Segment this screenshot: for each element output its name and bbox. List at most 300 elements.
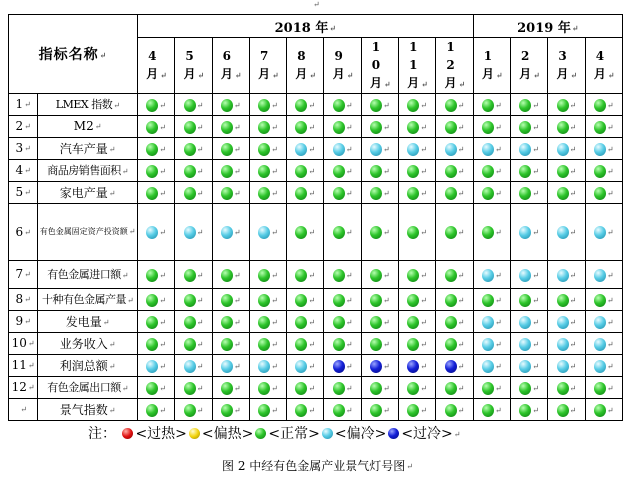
signal-cell bbox=[398, 332, 435, 354]
signal-cell bbox=[212, 203, 249, 260]
row-number bbox=[9, 203, 38, 260]
paragraph-mark: ↵ bbox=[345, 144, 353, 154]
signal-light-icon bbox=[146, 316, 158, 329]
paragraph-mark: ↵ bbox=[532, 188, 539, 198]
signal-light-icon bbox=[258, 99, 270, 112]
paragraph-mark: ↵ bbox=[102, 317, 110, 327]
paragraph-mark: ↵ bbox=[571, 23, 579, 33]
signal-light-icon bbox=[519, 165, 531, 178]
indicator-name-text: 利润总额 bbox=[59, 358, 108, 373]
row-number-text: 1 bbox=[15, 97, 24, 111]
signal-cell bbox=[510, 159, 547, 181]
signal-light-icon bbox=[221, 360, 233, 373]
signal-cell bbox=[510, 260, 547, 288]
signal-cell bbox=[287, 332, 324, 354]
indicator-name bbox=[38, 137, 138, 159]
signal-light-icon bbox=[594, 382, 606, 395]
signal-cell bbox=[361, 398, 398, 420]
signal-light-icon bbox=[557, 143, 569, 156]
signal-light-icon bbox=[333, 338, 345, 351]
year-header-text: 2019 年 bbox=[517, 20, 571, 36]
month-header-text: 12月 bbox=[444, 40, 457, 90]
signal-cell bbox=[175, 288, 212, 310]
signal-cell bbox=[436, 115, 473, 137]
signal-light-icon bbox=[258, 382, 270, 395]
signal-cell bbox=[287, 288, 324, 310]
paragraph-mark: ↵ bbox=[196, 228, 204, 237]
signal-light-icon bbox=[370, 99, 382, 112]
month-header-text: 3月 bbox=[556, 49, 569, 81]
signal-cell bbox=[249, 354, 286, 376]
paragraph-mark: ↵ bbox=[569, 122, 577, 132]
signal-cell bbox=[548, 181, 585, 203]
paragraph-mark: ↵ bbox=[121, 166, 128, 176]
month-header bbox=[585, 38, 622, 94]
signal-light-icon bbox=[184, 226, 196, 239]
paragraph-mark: ↵ bbox=[159, 383, 166, 393]
paragraph-mark: ↵ bbox=[196, 317, 204, 327]
paragraph-mark: ↵ bbox=[457, 228, 465, 237]
paragraph-mark: ↵ bbox=[108, 144, 116, 154]
indicator-name-text: 家电产量 bbox=[59, 185, 108, 200]
signal-light-icon bbox=[482, 269, 494, 282]
paragraph-mark: ↵ bbox=[233, 166, 241, 176]
signal-cell bbox=[548, 93, 585, 115]
paragraph-mark: ↵ bbox=[27, 339, 35, 348]
signal-cell bbox=[585, 137, 622, 159]
signal-light-icon bbox=[184, 99, 196, 112]
paragraph-mark: ↵ bbox=[457, 339, 465, 349]
signal-light-icon bbox=[258, 165, 270, 178]
signal-light-icon bbox=[258, 226, 270, 239]
signal-cell bbox=[473, 310, 510, 332]
signal-light-icon bbox=[594, 338, 606, 351]
paragraph-mark: ↵ bbox=[606, 228, 614, 237]
signal-cell bbox=[398, 137, 435, 159]
indicator-name-text: M2 bbox=[73, 119, 94, 133]
indicator-name-text: 商品房销售面积 bbox=[47, 164, 121, 177]
signal-light-icon bbox=[184, 316, 196, 329]
signal-cell bbox=[473, 115, 510, 137]
month-header-text: 4月 bbox=[146, 49, 159, 81]
indicator-name bbox=[38, 115, 138, 137]
signal-light-icon bbox=[146, 187, 158, 200]
signal-cell bbox=[473, 354, 510, 376]
indicator-row bbox=[9, 93, 623, 115]
signal-light-icon bbox=[333, 187, 345, 200]
paragraph-mark: ↵ bbox=[233, 100, 241, 110]
row-number bbox=[9, 181, 38, 203]
legend-label: <偏冷> bbox=[334, 426, 387, 442]
signal-light-icon bbox=[146, 294, 158, 307]
signal-light-icon bbox=[370, 404, 382, 417]
paragraph-mark: ↵ bbox=[108, 339, 116, 349]
signal-cell bbox=[324, 354, 361, 376]
signal-cell bbox=[324, 398, 361, 420]
signal-cell bbox=[398, 260, 435, 288]
signal-light-icon bbox=[482, 121, 494, 134]
paragraph-mark: ↵ bbox=[532, 228, 539, 237]
signal-cell bbox=[473, 181, 510, 203]
signal-light-icon bbox=[407, 99, 419, 112]
signal-cell bbox=[287, 137, 324, 159]
paragraph-mark: ↵ bbox=[108, 361, 116, 371]
signal-cell bbox=[585, 260, 622, 288]
row-number-text: 12 bbox=[11, 380, 27, 394]
paragraph-mark: ↵ bbox=[457, 166, 465, 176]
paragraph-mark: ↵ bbox=[24, 144, 31, 153]
paragraph-mark: ↵ bbox=[569, 270, 577, 280]
paragraph-mark: ↵ bbox=[382, 228, 390, 237]
paragraph-mark: ↵ bbox=[345, 405, 353, 415]
signal-cell bbox=[398, 398, 435, 420]
signal-light-icon bbox=[445, 316, 457, 329]
paragraph-mark: ↵ bbox=[607, 69, 615, 80]
paragraph-mark: ↵ bbox=[569, 405, 577, 415]
signal-light-icon bbox=[519, 226, 531, 239]
signal-light-icon bbox=[221, 338, 233, 351]
signal-light-icon bbox=[519, 360, 531, 373]
signal-cell bbox=[175, 398, 212, 420]
paragraph-mark: ↵ bbox=[382, 361, 390, 371]
signal-cell bbox=[212, 354, 249, 376]
paragraph-mark: ↵ bbox=[494, 144, 502, 154]
row-number-text: 7 bbox=[15, 267, 24, 281]
signal-cell bbox=[361, 376, 398, 398]
signal-cell bbox=[398, 310, 435, 332]
paragraph-mark: ↵ bbox=[457, 144, 465, 154]
signal-light-icon bbox=[184, 187, 196, 200]
paragraph-mark: ↵ bbox=[569, 144, 577, 154]
signal-light-icon bbox=[482, 187, 494, 200]
paragraph-mark: ↵ bbox=[308, 339, 316, 349]
paragraph-mark: ↵ bbox=[420, 405, 427, 415]
signal-light-icon bbox=[557, 121, 569, 134]
signal-light-icon bbox=[221, 269, 233, 282]
paragraph-mark: ↵ bbox=[345, 339, 353, 349]
signal-light-icon bbox=[258, 143, 270, 156]
paragraph-mark: ↵ bbox=[606, 122, 614, 132]
legend-label: <偏热> bbox=[201, 426, 254, 442]
signal-cell bbox=[361, 332, 398, 354]
paragraph-mark: ↵ bbox=[345, 100, 353, 110]
paragraph-mark: ↵ bbox=[532, 295, 539, 305]
signal-cell bbox=[287, 203, 324, 260]
signal-light-icon bbox=[370, 294, 382, 307]
signal-cell bbox=[249, 398, 286, 420]
signal-cell bbox=[548, 354, 585, 376]
indicator-name bbox=[38, 203, 138, 260]
figure-caption-text: 图 2 中经有色金属产业景气灯号图 bbox=[222, 459, 406, 473]
indicator-row bbox=[9, 159, 623, 181]
signal-light-icon bbox=[407, 316, 419, 329]
paragraph-mark: ↵ bbox=[24, 317, 31, 326]
paragraph-mark: ↵ bbox=[532, 361, 539, 371]
paragraph-mark: ↵ bbox=[569, 188, 577, 198]
paragraph-mark: ↵ bbox=[196, 383, 204, 393]
row-number-text: 6 bbox=[15, 224, 24, 239]
indicator-row bbox=[9, 376, 623, 398]
month-header bbox=[398, 38, 435, 94]
signal-light-icon bbox=[445, 338, 457, 351]
paragraph-mark: ↵ bbox=[159, 405, 166, 415]
signal-cell bbox=[249, 376, 286, 398]
signal-cell bbox=[287, 115, 324, 137]
row-number-text: 11 bbox=[11, 358, 27, 372]
signal-cell bbox=[510, 93, 547, 115]
paragraph-mark: ↵ bbox=[94, 122, 102, 131]
signal-light-icon bbox=[445, 121, 457, 134]
paragraph-mark: ↵ bbox=[494, 122, 502, 132]
signal-light-icon bbox=[146, 143, 158, 156]
paragraph-mark: ↵ bbox=[308, 144, 316, 154]
signal-light-icon bbox=[519, 143, 531, 156]
paragraph-mark: ↵ bbox=[24, 295, 31, 304]
signal-light-icon bbox=[295, 269, 307, 282]
paragraph-mark: ↵ bbox=[533, 69, 540, 80]
paragraph-mark: ↵ bbox=[606, 361, 614, 371]
paragraph-mark: ↵ bbox=[233, 317, 241, 327]
signal-light-icon bbox=[370, 226, 382, 239]
signal-cell bbox=[249, 332, 286, 354]
paragraph-mark: ↵ bbox=[128, 226, 136, 236]
signal-light-icon bbox=[295, 226, 307, 239]
legend-label: <过热> bbox=[135, 426, 187, 442]
indicator-row bbox=[9, 137, 623, 159]
paragraph-mark: ↵ bbox=[532, 144, 539, 154]
paragraph-mark: ↵ bbox=[569, 228, 577, 237]
legend-label: <正常> bbox=[268, 426, 320, 442]
signal-light-icon bbox=[295, 143, 307, 156]
legend-light-icon bbox=[189, 428, 200, 439]
signal-light-icon bbox=[258, 404, 270, 417]
row-number-text: 2 bbox=[15, 119, 24, 133]
paragraph-mark: ↵ bbox=[606, 317, 614, 327]
signal-cell bbox=[436, 181, 473, 203]
signal-cell bbox=[510, 288, 547, 310]
signal-light-icon bbox=[594, 226, 606, 239]
signal-light-icon bbox=[407, 404, 419, 417]
signal-light-icon bbox=[258, 187, 270, 200]
paragraph-mark: ↵ bbox=[271, 188, 278, 198]
month-header bbox=[287, 38, 324, 94]
paragraph-mark: ↵ bbox=[420, 166, 427, 176]
paragraph-mark: ↵ bbox=[159, 361, 166, 371]
paragraph-mark: ↵ bbox=[233, 361, 241, 371]
signal-light-icon bbox=[557, 165, 569, 178]
paragraph-mark: ↵ bbox=[494, 270, 502, 280]
signal-cell bbox=[249, 203, 286, 260]
row-number bbox=[9, 137, 38, 159]
signal-cell bbox=[175, 115, 212, 137]
indicator-name-text: 景气指数 bbox=[59, 402, 108, 417]
signal-cell bbox=[212, 376, 249, 398]
indicator-name bbox=[38, 181, 138, 203]
signal-cell bbox=[436, 332, 473, 354]
paragraph-mark: ↵ bbox=[308, 405, 316, 415]
indicator-name bbox=[38, 93, 138, 115]
signal-light-icon bbox=[333, 382, 345, 395]
signal-cell bbox=[510, 137, 547, 159]
month-header-text: 10月 bbox=[369, 40, 382, 90]
signal-cell bbox=[398, 159, 435, 181]
paragraph-mark: ↵ bbox=[24, 270, 31, 279]
signal-light-icon bbox=[445, 187, 457, 200]
signal-light-icon bbox=[482, 338, 494, 351]
signal-cell bbox=[398, 354, 435, 376]
paragraph-mark: ↵ bbox=[532, 383, 539, 393]
signal-light-icon bbox=[557, 338, 569, 351]
paragraph-mark: ↵ bbox=[345, 361, 353, 371]
indicator-name bbox=[38, 288, 138, 310]
signal-light-icon bbox=[482, 404, 494, 417]
signal-cell bbox=[510, 181, 547, 203]
paragraph-mark: ↵ bbox=[420, 188, 427, 198]
signal-cell bbox=[548, 376, 585, 398]
signal-cell bbox=[473, 398, 510, 420]
paragraph-mark: ↵ bbox=[494, 188, 502, 198]
paragraph-mark: ↵ bbox=[159, 339, 166, 349]
paragraph-mark: ↵ bbox=[308, 166, 316, 176]
signal-cell bbox=[585, 310, 622, 332]
signal-cell bbox=[175, 137, 212, 159]
signal-light-icon bbox=[333, 316, 345, 329]
signal-cell bbox=[249, 159, 286, 181]
row-number bbox=[9, 376, 38, 398]
indicator-name-text: 发电量 bbox=[65, 314, 102, 329]
paragraph-mark: ↵ bbox=[495, 69, 503, 80]
signal-cell bbox=[548, 288, 585, 310]
paragraph-mark: ↵ bbox=[569, 339, 577, 349]
signal-cell bbox=[138, 332, 175, 354]
indicator-name bbox=[38, 332, 138, 354]
paragraph-mark: ↵ bbox=[457, 295, 465, 305]
signal-light-icon bbox=[445, 382, 457, 395]
signal-cell bbox=[287, 398, 324, 420]
paragraph-mark: ↵ bbox=[159, 295, 166, 305]
signal-light-icon bbox=[482, 382, 494, 395]
paragraph-mark: ↵ bbox=[271, 339, 278, 349]
signal-cell bbox=[510, 354, 547, 376]
row-number-text: 3 bbox=[15, 141, 24, 155]
signal-cell bbox=[548, 332, 585, 354]
legend-light-icon bbox=[255, 428, 266, 439]
signal-cell bbox=[436, 288, 473, 310]
signal-light-icon bbox=[482, 226, 494, 239]
signal-cell bbox=[398, 288, 435, 310]
legend-prefix: 注： bbox=[88, 426, 116, 442]
signal-light-icon bbox=[258, 338, 270, 351]
indicator-row bbox=[9, 288, 623, 310]
signal-light-icon bbox=[333, 404, 345, 417]
paragraph-mark: ↵ bbox=[313, 0, 320, 9]
signal-cell bbox=[585, 159, 622, 181]
month-header-text: 6月 bbox=[220, 49, 233, 81]
signal-light-icon bbox=[295, 360, 307, 373]
row-number bbox=[9, 260, 38, 288]
signal-light-icon bbox=[295, 99, 307, 112]
paragraph-mark: ↵ bbox=[159, 317, 166, 327]
month-header bbox=[212, 38, 249, 94]
month-header bbox=[249, 38, 286, 94]
signal-cell bbox=[138, 398, 175, 420]
signal-light-icon bbox=[221, 121, 233, 134]
signal-light-icon bbox=[333, 294, 345, 307]
signal-cell bbox=[175, 354, 212, 376]
year-header bbox=[138, 15, 474, 38]
paragraph-mark: ↵ bbox=[121, 383, 128, 393]
signal-cell bbox=[324, 93, 361, 115]
signal-light-icon bbox=[184, 269, 196, 282]
year-header-text: 2018 年 bbox=[274, 20, 329, 36]
indicator-name-text: 业务收入 bbox=[59, 336, 108, 351]
signal-cell bbox=[510, 332, 547, 354]
paragraph-mark: ↵ bbox=[606, 270, 614, 280]
paragraph-mark: ↵ bbox=[606, 295, 614, 305]
signal-light-icon bbox=[221, 404, 233, 417]
paragraph-mark: ↵ bbox=[382, 166, 390, 176]
month-header-text: 11月 bbox=[407, 40, 420, 90]
signal-light-icon bbox=[295, 165, 307, 178]
paragraph-mark: ↵ bbox=[233, 122, 241, 132]
indicator-name bbox=[38, 398, 138, 420]
signal-cell bbox=[436, 310, 473, 332]
signal-cell bbox=[324, 310, 361, 332]
paragraph-mark: ↵ bbox=[121, 270, 128, 280]
signal-cell bbox=[249, 260, 286, 288]
paragraph-mark: ↵ bbox=[233, 405, 241, 415]
paragraph-mark: ↵ bbox=[494, 100, 502, 110]
signal-cell bbox=[249, 137, 286, 159]
signal-cell bbox=[249, 310, 286, 332]
paragraph-mark: ↵ bbox=[420, 361, 427, 371]
signal-cell bbox=[436, 260, 473, 288]
paragraph-mark: ↵ bbox=[159, 228, 166, 237]
signal-cell bbox=[585, 93, 622, 115]
paragraph-mark: ↵ bbox=[532, 339, 539, 349]
signal-light-icon bbox=[519, 99, 531, 112]
signal-light-icon bbox=[482, 316, 494, 329]
paragraph-mark: ↵ bbox=[271, 100, 278, 110]
paragraph-mark: ↵ bbox=[308, 122, 316, 132]
signal-cell bbox=[287, 93, 324, 115]
row-number bbox=[9, 398, 38, 420]
paragraph-mark: ↵ bbox=[453, 429, 461, 439]
paragraph-mark: ↵ bbox=[569, 100, 577, 110]
row-number bbox=[9, 115, 38, 137]
signal-cell bbox=[138, 115, 175, 137]
signal-light-icon bbox=[295, 187, 307, 200]
month-header-text: 5月 bbox=[183, 49, 196, 81]
signal-cell bbox=[436, 159, 473, 181]
paragraph-mark: ↵ bbox=[196, 122, 204, 132]
signal-cell bbox=[398, 181, 435, 203]
month-header-text: 1月 bbox=[481, 49, 494, 81]
signal-light-icon bbox=[445, 165, 457, 178]
year-header-row bbox=[9, 15, 623, 38]
signal-light-icon bbox=[295, 404, 307, 417]
signal-light-icon bbox=[519, 382, 531, 395]
signal-cell bbox=[585, 115, 622, 137]
month-header bbox=[175, 38, 212, 94]
signal-light-icon bbox=[594, 360, 606, 373]
signal-light-icon bbox=[333, 360, 345, 373]
signal-cell bbox=[585, 354, 622, 376]
paragraph-mark: ↵ bbox=[382, 317, 390, 327]
month-header bbox=[548, 38, 585, 94]
signal-light-icon bbox=[184, 165, 196, 178]
paragraph-mark: ↵ bbox=[494, 228, 502, 237]
